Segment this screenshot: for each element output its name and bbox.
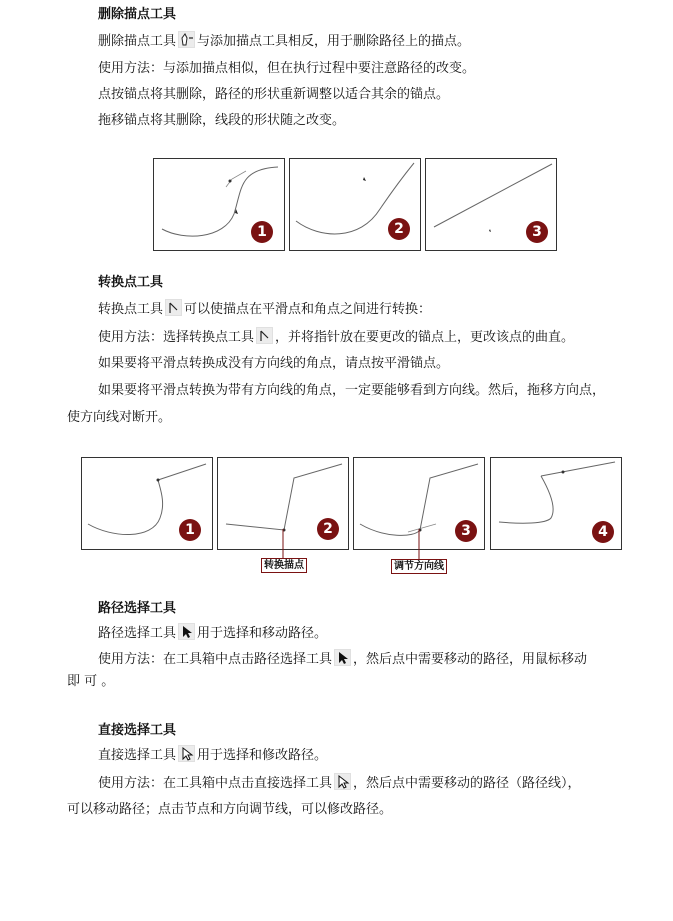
text: 使用方法：选择转换点工具	[98, 330, 255, 345]
paragraph: 如果要将平滑点转换成没有方向线的角点，请点按平滑锚点。	[98, 356, 450, 371]
text: ，并将指针放在要更改的锚点上，更改该点的曲直。	[275, 330, 575, 345]
section-heading-delete-anchor: 删除描点工具	[98, 7, 177, 22]
paragraph: 拖移锚点将其删除，线段的形状随之改变。	[98, 113, 346, 128]
step-badge: 3	[526, 221, 548, 243]
callout-convert-anchor: 转换描点	[261, 558, 307, 573]
white-arrow-icon	[178, 745, 195, 762]
text: 与添加描点工具相反，用于删除路径上的描点。	[197, 34, 471, 49]
paragraph	[98, 623, 327, 643]
step-badge: 1	[179, 519, 201, 541]
text: 删除描点工具	[98, 34, 177, 49]
section-heading-direct-select: 直接选择工具	[98, 723, 177, 738]
paragraph: 如果要将平滑点转换为带有方向线的角点，一定要能够看到方向线。然后，拖移方向点，	[98, 383, 606, 398]
white-arrow-icon	[334, 773, 351, 790]
step-badge: 2	[388, 218, 410, 240]
black-arrow-icon	[334, 649, 351, 666]
text: 直接选择工具	[98, 748, 177, 763]
paragraph: 点按锚点将其删除，路径的形状重新调整以适合其余的锚点。	[98, 87, 450, 102]
paragraph	[98, 649, 587, 669]
text: 使用方法：在工具箱中点击路径选择工具	[98, 652, 333, 667]
paragraph: 使用方法：与添加描点相似，但在执行过程中要注意路径的改变。	[98, 61, 476, 76]
text: 转换点工具	[98, 302, 164, 317]
text: ，然后点中需要移动的路径（路径线），	[353, 776, 581, 791]
step-badge: 1	[251, 221, 273, 243]
section-heading-path-select: 路径选择工具	[98, 601, 177, 616]
step-badge: 3	[455, 520, 477, 542]
text: 用于选择和修改路径。	[197, 748, 328, 763]
paragraph	[98, 745, 327, 765]
text: 用于选择和移动路径。	[197, 626, 328, 641]
paragraph: 可以移动路径；点击节点和方向调节线，可以修改路径。	[67, 802, 393, 817]
callout-adjust-direction: 调节方向线	[391, 559, 447, 574]
step-badge: 2	[317, 518, 339, 540]
text: 使用方法：在工具箱中点击直接选择工具	[98, 776, 333, 791]
text: 路径选择工具	[98, 626, 177, 641]
text: ，然后点中需要移动的路径，用鼠标移动	[353, 652, 588, 667]
section-heading-convert-point: 转换点工具	[98, 275, 164, 290]
paragraph: 使方向线对断开。	[67, 410, 172, 425]
step-badge: 4	[592, 521, 614, 543]
paragraph	[98, 773, 581, 793]
text: 可以使描点在平滑点和角点之间进行转换：	[184, 302, 432, 317]
black-arrow-icon	[178, 623, 195, 640]
paragraph: 即 可 。	[67, 674, 115, 689]
